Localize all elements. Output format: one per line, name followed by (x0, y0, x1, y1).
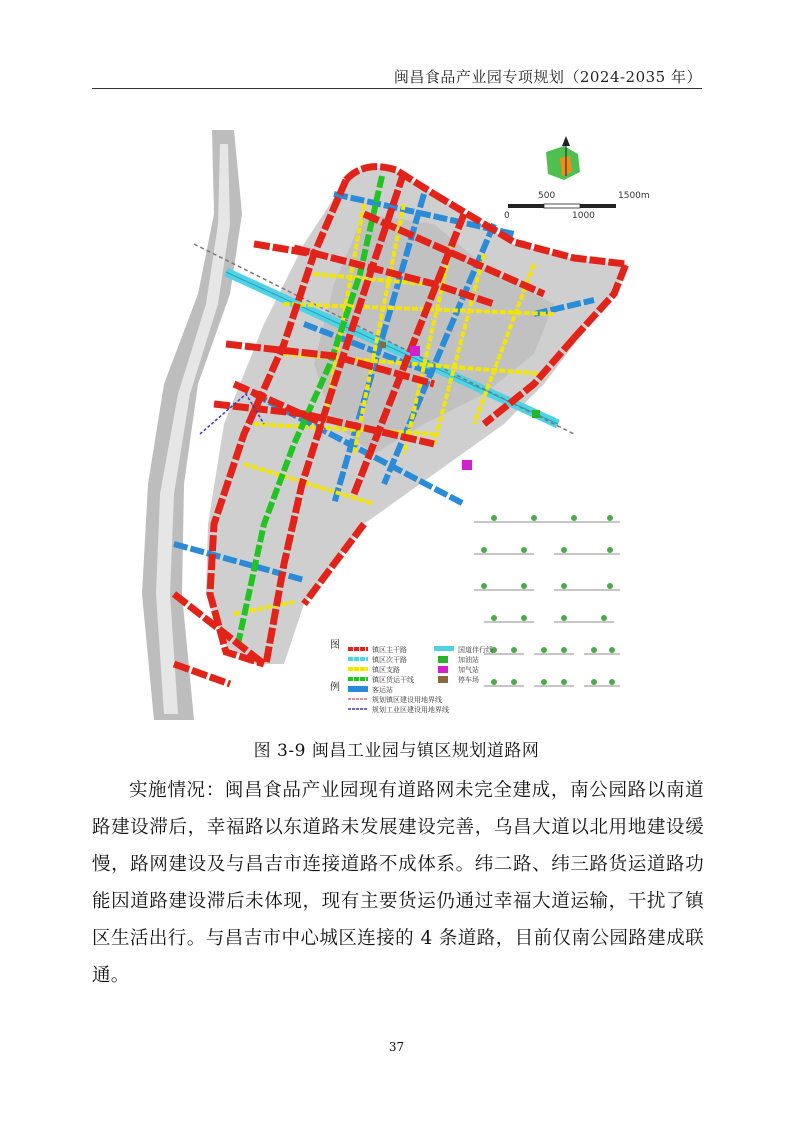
legend-item-town-boundary: 规划镇区建设用地界线 (372, 696, 442, 704)
legend-item-secondary-road: 镇区次干路 (372, 656, 407, 664)
cross-section-panel (470, 506, 620, 696)
cng-station-icon (462, 460, 472, 470)
map-svg (134, 124, 670, 720)
gas-station-icon (410, 346, 420, 356)
figure-caption: 图 3-9 闽昌工业园与镇区规划道路网 (253, 741, 540, 761)
parking-icon (380, 342, 386, 348)
map-legend (330, 639, 493, 714)
road-network-map (134, 124, 670, 720)
page-number: 37 (388, 1040, 405, 1054)
legend-item-freight-road: 镇区货运干线 (372, 676, 414, 684)
legend-item-gas-station: 加气站 (458, 666, 479, 674)
north-arrow-icon (546, 136, 580, 180)
scale-label-1500: 1500m (618, 191, 650, 201)
scale-label-0: 0 (504, 211, 510, 221)
running-header: 闽昌食品产业园专项规划（2024-2035 年） (393, 68, 702, 86)
header-rule (92, 88, 702, 89)
legend-item-frontage-road: 国道伴行线 (458, 646, 493, 654)
legend-item-parking: 停车场 (458, 676, 479, 684)
legend-item-fuel-station: 加油站 (458, 656, 479, 664)
scale-bar (504, 191, 650, 221)
legend-item-main-road: 镇区主干路 (372, 646, 407, 654)
scale-label-1000: 1000 (572, 211, 595, 221)
legend-heading-1: 图 (330, 640, 340, 651)
fuel-station-icon (532, 410, 540, 418)
legend-item-branch-road: 镇区支路 (372, 666, 400, 674)
legend-item-bus-station: 客运站 (372, 686, 393, 694)
implementation-paragraph: 实施情况：闽昌食品产业园现有道路网未完全建成，南公园路以南道路建设滞后，幸福路以东道路未发展建设完善，乌昌大道以北用地建设缓慢，路网建设及与昌吉市连接道路不成体系。纬二路、纬三路货运道路功能因道路建设滞后未体现，现有主要货运仍通过幸福大道运输，干扰了镇区生活出行。与昌吉市中心城区连接的 4 条道路，目前仅南公园路建成联通。 (92, 780, 704, 986)
scale-label-500: 500 (538, 191, 556, 201)
legend-item-industrial-boundary: 规划工业区建设用地界线 (372, 706, 449, 714)
body-text (92, 772, 704, 994)
legend-heading-2: 例 (330, 682, 340, 693)
